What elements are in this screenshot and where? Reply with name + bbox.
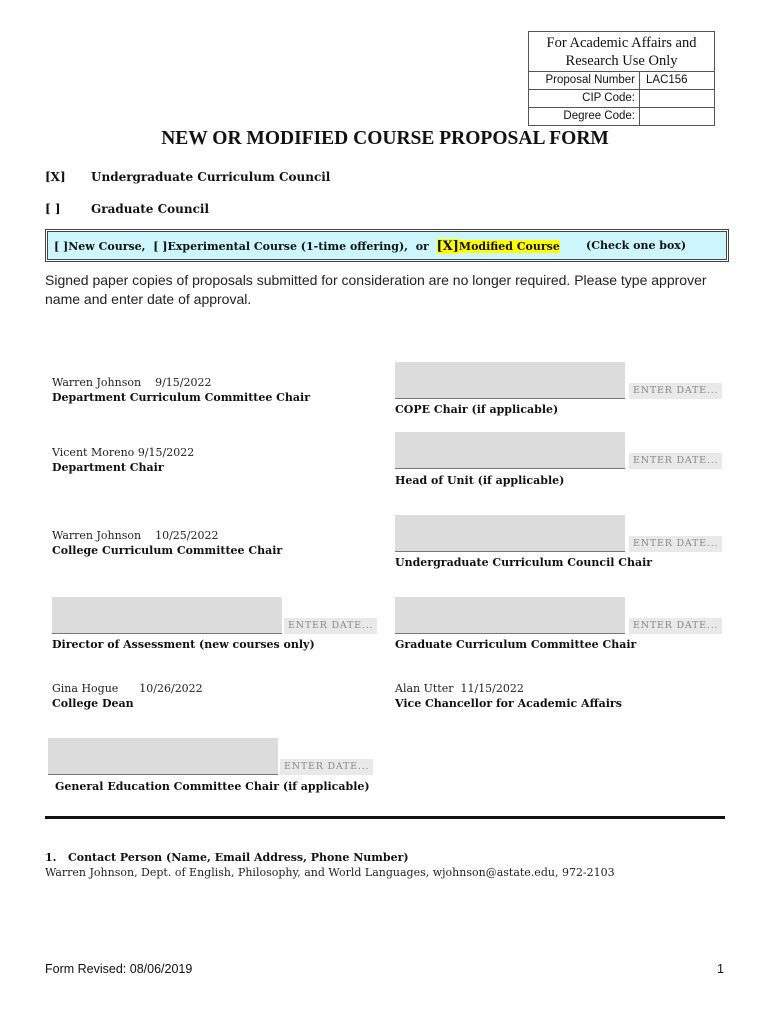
admin-box-heading: For Academic Affairs and Research Use Only bbox=[529, 32, 714, 72]
grad-curriculum-role: Graduate Curriculum Committee Chair bbox=[395, 638, 637, 651]
cope-date-field[interactable]: ENTER DATE... bbox=[629, 383, 722, 399]
gen-ed-role: General Education Committee Chair (if applicable) bbox=[55, 780, 370, 793]
degree-code-value[interactable] bbox=[640, 108, 714, 125]
cope-signature-field[interactable] bbox=[395, 362, 625, 399]
grad-curriculum-signature-field[interactable] bbox=[395, 597, 625, 634]
gen-ed-date-field[interactable]: ENTER DATE... bbox=[280, 759, 373, 775]
contact-person-heading: 1. Contact Person (Name, Email Address, Phone Number) bbox=[45, 851, 409, 864]
gen-ed-signature-field[interactable] bbox=[48, 738, 278, 775]
proposal-number-row bbox=[529, 72, 714, 90]
page-number: 1 bbox=[717, 962, 724, 976]
dept-chair-signer[interactable]: Vicent Moreno 9/15/2022 bbox=[52, 446, 195, 459]
ucc-date-field[interactable]: ENTER DATE... bbox=[629, 536, 722, 552]
page-title: NEW OR MODIFIED COURSE PROPOSAL FORM bbox=[161, 128, 609, 149]
proposal-number-value[interactable]: LAC156 bbox=[646, 74, 688, 86]
vice-chancellor-role: Vice Chancellor for Academic Affairs bbox=[395, 697, 622, 710]
vice-chancellor-signer[interactable]: Alan Utter 11/15/2022 bbox=[395, 682, 524, 695]
section-divider bbox=[45, 816, 725, 819]
admin-use-box bbox=[528, 31, 715, 126]
ucc-label: Undergraduate Curriculum Council bbox=[91, 170, 331, 184]
head-unit-signature-field[interactable] bbox=[395, 432, 625, 469]
modified-course-label: Modified Course bbox=[458, 240, 560, 253]
dept-curriculum-role: Department Curriculum Committee Chair bbox=[52, 391, 311, 404]
dept-chair-role: Department Chair bbox=[52, 461, 164, 474]
college-curriculum-role: College Curriculum Committee Chair bbox=[52, 544, 283, 557]
assessment-date-field[interactable]: ENTER DATE... bbox=[284, 618, 377, 634]
assessment-role: Director of Assessment (new courses only) bbox=[52, 638, 315, 651]
or-text: or bbox=[415, 240, 429, 253]
form-revised-date: Form Revised: 08/06/2019 bbox=[45, 962, 193, 976]
grad-council-label: Graduate Council bbox=[91, 202, 210, 216]
cip-code-value[interactable] bbox=[640, 90, 714, 107]
ucc-signature-field[interactable] bbox=[395, 515, 625, 552]
degree-code-label: Degree Code: bbox=[529, 108, 640, 125]
ucc-checkbox[interactable]: [X] bbox=[45, 170, 66, 184]
new-course-label: New Course, bbox=[68, 240, 146, 253]
course-type-box bbox=[45, 229, 729, 262]
grad-council-checkbox[interactable]: [ ] bbox=[45, 202, 61, 216]
cip-code-row bbox=[529, 90, 714, 108]
ucc-chair-role: Undergraduate Curriculum Council Chair bbox=[395, 556, 653, 569]
contact-person-value[interactable]: Warren Johnson, Dept. of English, Philosophy, and World Languages, wjohnson@astate.edu, 972-2103 bbox=[45, 866, 615, 879]
dean-role: College Dean bbox=[52, 697, 134, 710]
approval-notice: Signed paper copies of proposals submitted for consideration are no longer required. Please type approver name and enter date of approval. bbox=[45, 272, 707, 307]
head-unit-date-field[interactable]: ENTER DATE... bbox=[629, 453, 722, 469]
dept-curriculum-signer[interactable]: Warren Johnson 9/15/2022 bbox=[52, 376, 212, 389]
new-course-checkbox[interactable]: [ ] bbox=[54, 240, 69, 253]
experimental-course-label: Experimental Course (1-time offering), bbox=[167, 240, 409, 253]
dean-signer[interactable]: Gina Hogue 10/26/2022 bbox=[52, 682, 203, 695]
cip-code-label: CIP Code: bbox=[529, 90, 640, 107]
modified-course-checkbox[interactable]: [X] bbox=[436, 239, 459, 254]
grad-curriculum-date-field[interactable]: ENTER DATE... bbox=[629, 618, 722, 634]
degree-code-row bbox=[529, 108, 714, 125]
college-curriculum-signer[interactable]: Warren Johnson 10/25/2022 bbox=[52, 529, 219, 542]
check-one-box-instruction: (Check one box) bbox=[586, 239, 687, 252]
assessment-signature-field[interactable] bbox=[52, 597, 282, 634]
head-unit-role: Head of Unit (if applicable) bbox=[395, 474, 565, 487]
cope-role: COPE Chair (if applicable) bbox=[395, 403, 559, 416]
experimental-course-checkbox[interactable]: [ ] bbox=[153, 240, 168, 253]
proposal-number-label: Proposal Number bbox=[529, 72, 640, 89]
